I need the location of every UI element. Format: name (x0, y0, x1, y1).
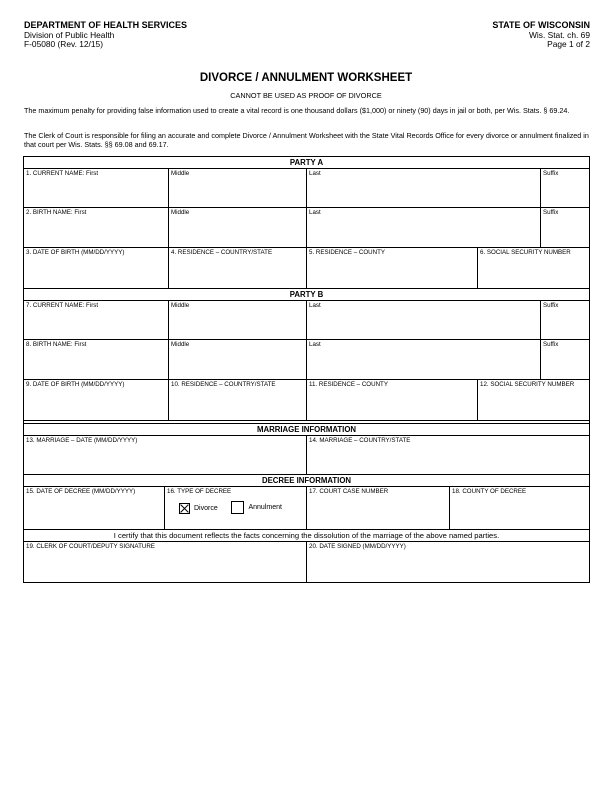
marriage-date-field[interactable]: 13. MARRIAGE – DATE (MM/DD/YYYY) (24, 436, 307, 474)
divorce-checkbox[interactable] (179, 503, 190, 514)
marriage-row (24, 436, 589, 475)
clerk-notice: The Clerk of Court is responsible for filing an accurate and complete Divorce / Annulment Worksheet with the State Vital Records Office for every divorce or annulment finalized in that court per Wis. Stats. §§ 69.08 and 69.17. (24, 131, 589, 149)
party-b-current-first-field[interactable]: 7. CURRENT NAME: First (24, 301, 169, 339)
court-case-number-field[interactable]: 17. COURT CASE NUMBER (307, 487, 450, 529)
annulment-label: Annulment (248, 504, 282, 511)
department-name: DEPARTMENT OF HEALTH SERVICES (24, 20, 188, 30)
party-a-ssn-field[interactable]: 6. SOCIAL SECURITY NUMBER (480, 249, 571, 256)
party-b-current-suffix-field[interactable]: Suffix (543, 302, 559, 309)
party-b-current-name-row (24, 301, 589, 340)
party-b-birth-name-row (24, 340, 589, 380)
party-a-details-row (24, 248, 589, 289)
decree-type-cell (165, 487, 307, 529)
party-a-current-middle-field[interactable]: Middle (169, 169, 307, 207)
signature-row (24, 542, 589, 582)
party-a-birth-middle-field[interactable]: Middle (169, 208, 307, 247)
party-b-birth-first-field[interactable]: 8. BIRTH NAME: First (24, 340, 169, 379)
party-a-current-first-field[interactable]: 1. CURRENT NAME: First (24, 169, 169, 207)
form-number: F-05080 (Rev. 12/15) (24, 39, 103, 50)
decree-date-field[interactable]: 15. DATE OF DECREE (MM/DD/YYYY) (24, 487, 165, 529)
state-name: STATE OF WISCONSIN (492, 20, 590, 30)
annulment-checkbox[interactable] (231, 501, 244, 514)
divorce-label: Divorce (194, 505, 218, 512)
decree-row (24, 487, 589, 530)
party-b-birth-suffix-field[interactable]: Suffix (543, 341, 559, 348)
header-left (24, 20, 187, 50)
party-b-birth-last-field[interactable]: Last (307, 340, 541, 379)
party-a-residence-country-field[interactable]: 4. RESIDENCE – COUNTRY/STATE (169, 248, 307, 288)
party-b-residence-county-field[interactable]: 11. RESIDENCE – COUNTY (307, 380, 478, 420)
party-a-current-suffix-field[interactable]: Suffix (543, 170, 559, 177)
penalty-notice: The maximum penalty for providing false information used to create a vital record is one thousand dollars ($1,000) or ninety (90) days in jail or both, per Wis. Stats. § 69.24. (24, 106, 570, 115)
page-number: Page 1 of 2 (547, 39, 590, 50)
worksheet-form (23, 156, 590, 583)
certification-statement: I certify that this document reflects the facts concerning the dissolution of the marriage of the above named parties. (24, 530, 589, 542)
party-a-birth-last-field[interactable]: Last (307, 208, 541, 247)
party-a-birth-name-row (24, 208, 589, 248)
party-b-residence-country-field[interactable]: 10. RESIDENCE – COUNTRY/STATE (169, 380, 307, 420)
annulment-checkbox-option[interactable] (231, 501, 281, 514)
form-title: DIVORCE / ANNULMENT WORKSHEET (199, 72, 413, 84)
party-a-current-name-row (24, 169, 589, 208)
party-a-dob-field[interactable]: 3. DATE OF BIRTH (MM/DD/YYYY) (24, 248, 169, 288)
divorce-checkbox-option[interactable] (179, 503, 218, 514)
decree-type-label: 16. TYPE OF DECREE (167, 488, 232, 495)
party-b-ssn-field[interactable]: 12. SOCIAL SECURITY NUMBER (480, 381, 575, 388)
marriage-heading: MARRIAGE INFORMATION (24, 423, 589, 436)
date-signed-field[interactable]: 20. DATE SIGNED (MM/DD/YYYY) (309, 543, 406, 550)
division-name: Division of Public Health (24, 29, 115, 40)
header-right (492, 20, 590, 50)
statute-reference: Wis. Stat. ch. 69 (529, 29, 590, 40)
party-a-birth-first-field[interactable]: 2. BIRTH NAME: First (24, 208, 169, 247)
party-b-current-last-field[interactable]: Last (307, 301, 541, 339)
decree-heading: DECREE INFORMATION (24, 475, 589, 487)
marriage-place-field[interactable]: 14. MARRIAGE – COUNTRY/STATE (309, 437, 411, 444)
party-a-current-last-field[interactable]: Last (307, 169, 541, 207)
party-a-residence-county-field[interactable]: 5. RESIDENCE – COUNTY (307, 248, 478, 288)
decree-county-field[interactable]: 18. COUNTY OF DECREE (452, 488, 527, 495)
form-subtitle: CANNOT BE USED AS PROOF OF DIVORCE (230, 91, 382, 100)
party-b-dob-field[interactable]: 9. DATE OF BIRTH (MM/DD/YYYY) (24, 380, 169, 420)
party-b-details-row (24, 380, 589, 421)
party-b-heading: PARTY B (24, 289, 589, 301)
party-b-birth-middle-field[interactable]: Middle (169, 340, 307, 379)
clerk-signature-field[interactable]: 19. CLERK OF COURT/DEPUTY SIGNATURE (24, 542, 307, 582)
party-a-birth-suffix-field[interactable]: Suffix (543, 209, 559, 216)
party-b-current-middle-field[interactable]: Middle (169, 301, 307, 339)
party-a-heading: PARTY A (24, 157, 589, 169)
